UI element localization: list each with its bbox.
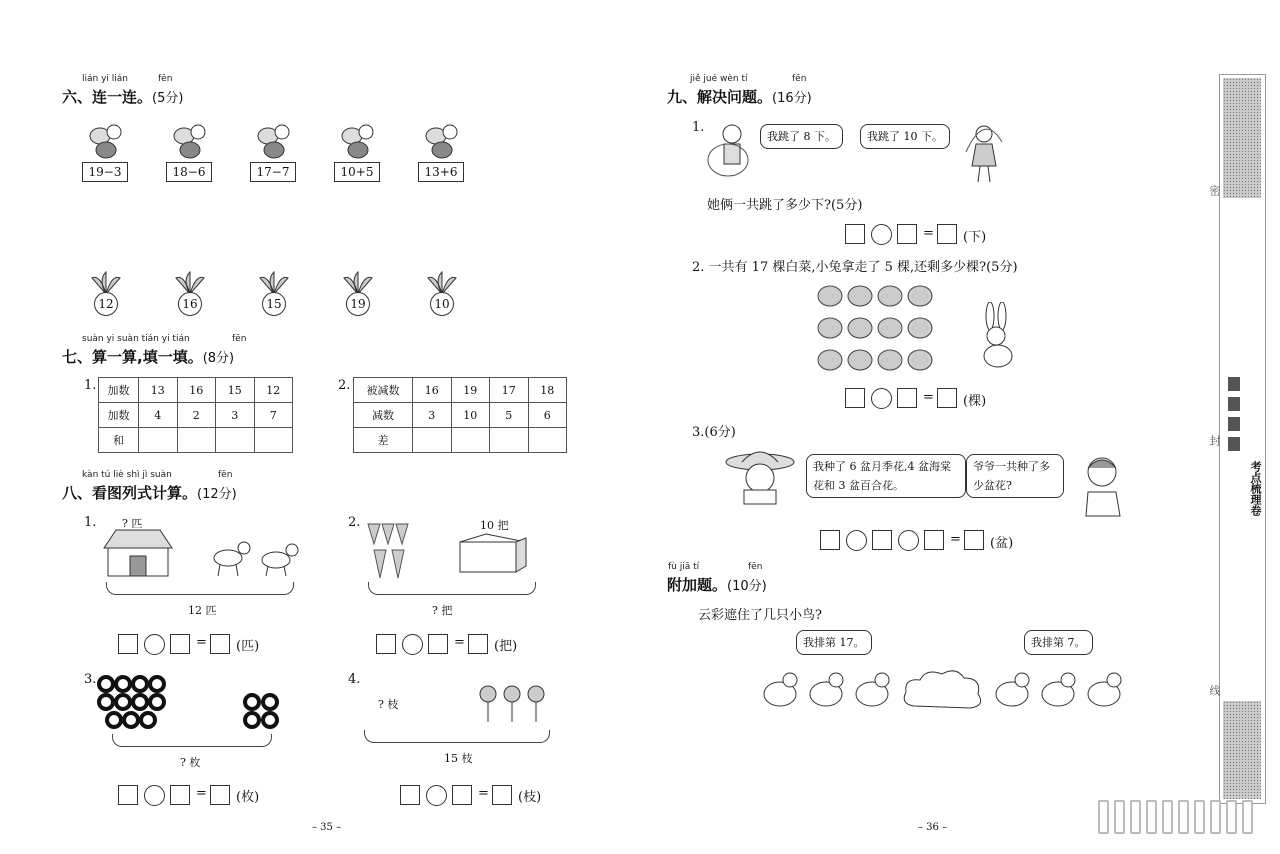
cabbages-icon	[816, 282, 940, 376]
table-cell: 6	[528, 403, 567, 428]
operator-circle[interactable]	[402, 634, 423, 655]
item-number: 1.	[692, 120, 705, 135]
table-cell: 差	[354, 428, 413, 453]
equals-sign: =	[478, 786, 489, 801]
answer-box[interactable]	[897, 224, 917, 244]
bar-mark	[1178, 800, 1189, 834]
answer-cell[interactable]	[413, 428, 452, 453]
table-cell: 2	[177, 403, 216, 428]
unit-label: (匹)	[236, 639, 260, 654]
unit-label: (把)	[494, 639, 518, 654]
addition-table	[98, 377, 293, 453]
table-cell: 减数	[354, 403, 413, 428]
expression-box[interactable]: 13+6	[418, 162, 464, 182]
answer-cell[interactable]	[451, 428, 490, 453]
answer-box[interactable]	[964, 530, 984, 550]
bee-icon	[338, 118, 378, 160]
operator-circle[interactable]	[898, 530, 919, 551]
brace	[106, 582, 294, 595]
answer-cell[interactable]	[254, 428, 293, 453]
cloud-icon	[900, 666, 986, 714]
pinyin: fēn	[748, 562, 763, 572]
grandpa-icon	[724, 446, 798, 506]
page-number: – 36 –	[918, 822, 948, 833]
expression-box[interactable]: 10+5	[334, 162, 380, 182]
operator-circle[interactable]	[846, 530, 867, 551]
question-text: 3.(6分)	[692, 425, 736, 440]
operator-circle[interactable]	[871, 388, 892, 409]
unit-label: (下)	[963, 230, 987, 245]
table-cell: 加数	[99, 403, 139, 428]
table-cell: 17	[490, 378, 529, 403]
seal-mark: 线	[1208, 685, 1221, 696]
bar-mark	[1130, 800, 1141, 834]
rabbit-icon	[976, 302, 1022, 370]
question-label: ? 匹	[122, 517, 143, 530]
coins-group-icon	[242, 692, 282, 730]
brace	[112, 734, 272, 747]
table-cell: 加数	[99, 378, 139, 403]
brace	[364, 730, 550, 743]
answer-box[interactable]	[428, 634, 448, 654]
expression-box[interactable]: 17−7	[250, 162, 296, 182]
answer-cell[interactable]	[216, 428, 255, 453]
answer-cell[interactable]	[490, 428, 529, 453]
flower-number[interactable]	[86, 270, 126, 318]
pinyin: fēn	[792, 74, 807, 84]
unit-label: (枚)	[236, 790, 260, 805]
pinyin: suàn yi suàn tián yi tián	[82, 334, 190, 344]
speech-bubble: 我跳了 8 下。	[760, 124, 843, 149]
answer-box[interactable]	[820, 530, 840, 550]
table-cell: 和	[99, 428, 139, 453]
question-text: 云彩遮住了几只小鸟?	[698, 608, 822, 623]
answer-box[interactable]	[452, 785, 472, 805]
flowers-icon	[476, 684, 548, 724]
equals-sign: =	[923, 390, 934, 405]
answer-box[interactable]	[118, 785, 138, 805]
table-cell: 15	[216, 378, 255, 403]
section-7-title: 七、算一算,填一填。(8分)	[62, 348, 235, 366]
operator-circle[interactable]	[871, 224, 892, 245]
answer-box[interactable]	[170, 785, 190, 805]
bee-icon	[170, 118, 210, 160]
pinyin: jiě jué wèn tí	[690, 74, 748, 84]
answer-box[interactable]	[937, 224, 957, 244]
speech-bubble: 我排第 7。	[1024, 630, 1093, 655]
coins-group-icon	[96, 674, 172, 730]
section-9-title: 九、解决问题。(16分)	[667, 88, 812, 106]
dot-pattern	[1223, 701, 1261, 799]
table-cell: 16	[177, 378, 216, 403]
equals-sign: =	[950, 532, 961, 547]
section-8-title: 八、看图列式计算。(12分)	[62, 484, 237, 502]
answer-cell[interactable]	[139, 428, 178, 453]
unit-label: (盆)	[990, 536, 1014, 551]
table-cell: 3	[216, 403, 255, 428]
item-number: 3.	[84, 672, 97, 687]
box-icon	[456, 530, 530, 574]
answer-box[interactable]	[376, 634, 396, 654]
equals-sign: =	[454, 635, 465, 650]
booklet-label: 考点梳理卷	[1249, 461, 1262, 516]
pinyin: fēn	[232, 334, 247, 344]
table-cell: 13	[139, 378, 178, 403]
question-label: ? 枝	[378, 698, 399, 711]
answer-cell[interactable]	[177, 428, 216, 453]
birds-icon	[988, 664, 1132, 714]
answer-box[interactable]	[872, 530, 892, 550]
birds-icon	[756, 664, 896, 714]
pinyin: fēn	[218, 470, 233, 480]
question-text: 2. 一共有 17 棵白菜,小兔拿走了 5 棵,还剩多少棵?(5分)	[692, 260, 1018, 275]
item-number: 1.	[84, 378, 97, 393]
subtraction-table	[353, 377, 567, 453]
speech-bubble: 我种了 6 盆月季花,4 盆海棠花和 3 盆百合花。	[806, 454, 966, 498]
answer-box[interactable]	[492, 785, 512, 805]
flower-number-label: 10	[430, 292, 454, 316]
seal-mark: 密	[1208, 185, 1221, 196]
pinyin: fù jiā tí	[668, 562, 700, 572]
operator-circle[interactable]	[144, 785, 165, 806]
seal-mark: 封	[1208, 435, 1221, 446]
table-cell: 3	[413, 403, 452, 428]
bar-mark	[1098, 800, 1109, 834]
answer-box[interactable]	[400, 785, 420, 805]
stable-icon	[102, 528, 174, 578]
girl-jumping-rope-icon	[704, 120, 752, 178]
answer-box[interactable]	[937, 388, 957, 408]
answer-box[interactable]	[897, 388, 917, 408]
total-label: ? 枚	[180, 756, 201, 769]
answer-box[interactable]	[845, 388, 865, 408]
pinyin: fēn	[158, 74, 173, 84]
flower-number-label: 15	[262, 292, 286, 316]
table-cell: 7	[254, 403, 293, 428]
operator-circle[interactable]	[426, 785, 447, 806]
item-number: 4.	[348, 672, 361, 687]
table-cell: 10	[451, 403, 490, 428]
dot-pattern	[1223, 78, 1261, 198]
bar-mark	[1162, 800, 1173, 834]
table-cell: 5	[490, 403, 529, 428]
table-cell: 被减数	[354, 378, 413, 403]
bar-mark	[1194, 800, 1205, 834]
bee-icon	[86, 118, 126, 160]
flower-number[interactable]	[422, 270, 462, 318]
table-cell: 16	[413, 378, 452, 403]
unit-label: (枝)	[518, 790, 542, 805]
unit-label: (棵)	[963, 394, 987, 409]
bar-mark	[1114, 800, 1125, 834]
umbrellas-icon	[364, 520, 416, 582]
expression-box[interactable]: 18−6	[166, 162, 212, 182]
speech-bubble: 爷爷一共种了多少盆花?	[966, 454, 1064, 498]
girl-icon	[1078, 452, 1130, 518]
flower-number[interactable]	[170, 270, 210, 318]
page-number: – 35 –	[312, 822, 342, 833]
equals-sign: =	[923, 226, 934, 241]
answer-box[interactable]	[468, 634, 488, 654]
total-label: 15 枝	[444, 752, 473, 765]
answer-cell[interactable]	[528, 428, 567, 453]
girl-jumping-rope-icon	[956, 112, 1012, 186]
answer-box[interactable]	[170, 634, 190, 654]
binding-strip	[1208, 74, 1266, 804]
answer-box[interactable]	[210, 785, 230, 805]
table-cell: 18	[528, 378, 567, 403]
pinyin: lián yi lián	[82, 74, 128, 84]
item-number: 2.	[338, 378, 351, 393]
speech-bubble: 我排第 17。	[796, 630, 872, 655]
total-label: 12 匹	[188, 604, 217, 617]
answer-box[interactable]	[924, 530, 944, 550]
equals-sign: =	[196, 635, 207, 650]
table-cell: 4	[139, 403, 178, 428]
question-label: 10 把	[480, 519, 509, 532]
series-logo	[1224, 375, 1244, 459]
bee-icon	[422, 118, 462, 160]
bar-mark	[1146, 800, 1157, 834]
equals-sign: =	[196, 786, 207, 801]
flower-number-label: 19	[346, 292, 370, 316]
table-cell: 12	[254, 378, 293, 403]
bar-mark	[1242, 800, 1253, 834]
flower-number-label: 16	[178, 292, 202, 316]
flower-number[interactable]	[338, 270, 378, 318]
flower-number-label: 12	[94, 292, 118, 316]
answer-box[interactable]	[210, 634, 230, 654]
total-label: ? 把	[432, 604, 453, 617]
flower-number[interactable]	[254, 270, 294, 318]
section-6-title: 六、连一连。(5分)	[62, 88, 184, 106]
horses-icon	[206, 538, 302, 578]
bee-icon	[254, 118, 294, 160]
bar-mark	[1210, 800, 1221, 834]
bar-mark	[1226, 800, 1237, 834]
pinyin: kàn tú liè shì jì suàn	[82, 470, 172, 480]
item-number: 2.	[348, 515, 361, 530]
question-text: 她俩一共跳了多少下?(5分)	[707, 198, 863, 213]
expression-box[interactable]: 19−3	[82, 162, 128, 182]
operator-circle[interactable]	[144, 634, 165, 655]
table-cell: 19	[451, 378, 490, 403]
answer-box[interactable]	[845, 224, 865, 244]
speech-bubble: 我跳了 10 下。	[860, 124, 950, 149]
item-number: 1.	[84, 515, 97, 530]
brace	[368, 582, 536, 595]
bonus-title: 附加题。(10分)	[667, 576, 767, 594]
answer-box[interactable]	[118, 634, 138, 654]
